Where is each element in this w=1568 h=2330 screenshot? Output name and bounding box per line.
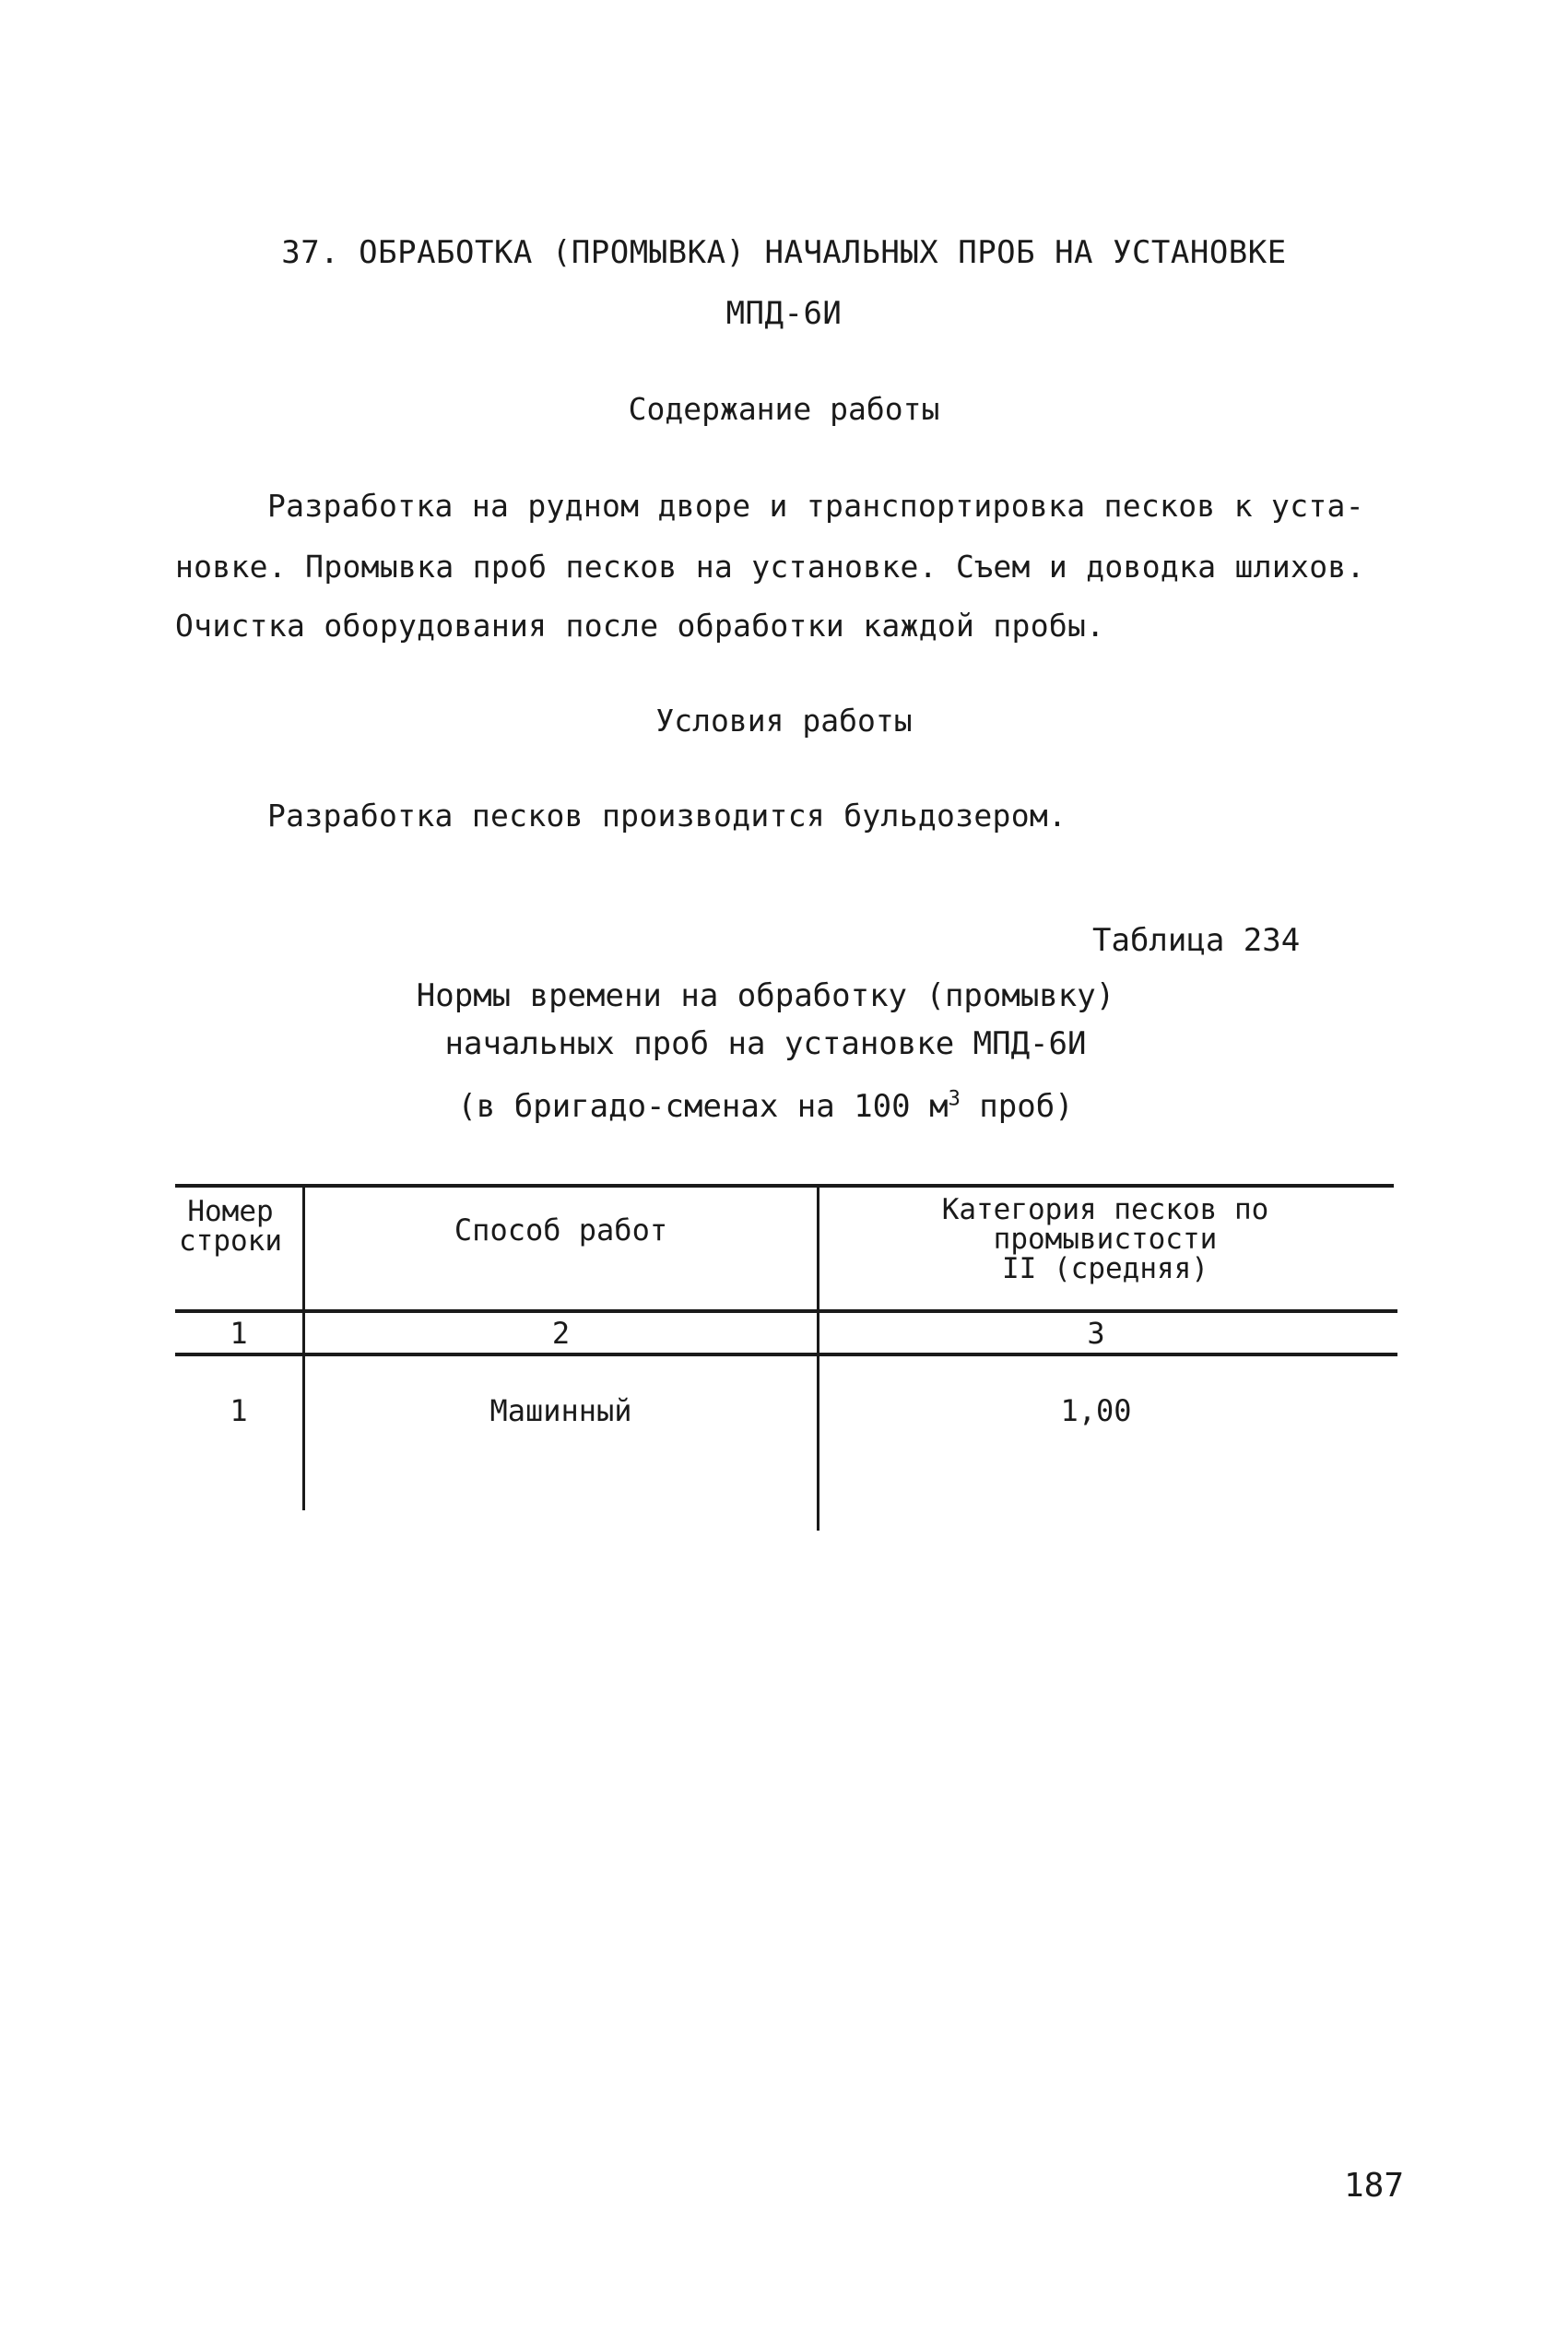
header-category-line-3: II (средняя) xyxy=(1002,1252,1208,1285)
caption-units-text: (в бригадо-сменах на 100 м xyxy=(457,1088,949,1125)
header-method: Способ работ xyxy=(454,1212,668,1248)
cubic-superscript: 3 xyxy=(948,1087,961,1111)
table-number: Таблица 234 xyxy=(1092,922,1301,959)
header-category xyxy=(819,1195,1391,1283)
section-heading-line-2 xyxy=(0,295,1568,332)
header-category-line-2: промывистости xyxy=(993,1223,1218,1256)
table-caption-line-3 xyxy=(0,1088,1550,1125)
content-paragraph-line-1: Разработка на рудном дворе и транспортировка песков к уста- xyxy=(267,488,1364,524)
header-row-number-line-1: Номер xyxy=(187,1195,274,1228)
colnum-2: 2 xyxy=(551,1316,571,1351)
section-heading xyxy=(0,234,1568,271)
header-row-number-line-2: строки xyxy=(179,1224,282,1258)
page-number: 187 xyxy=(1344,2167,1405,2205)
table-header-rule xyxy=(175,1309,1397,1313)
colnum-1: 1 xyxy=(230,1316,248,1351)
table-colnum-rule xyxy=(175,1353,1397,1356)
row-1-number: 1 xyxy=(230,1393,248,1428)
colnum-3: 3 xyxy=(1087,1316,1105,1351)
caption-units-tail: проб) xyxy=(960,1088,1074,1125)
heading-line-1: 37. ОБРАБОТКА (ПРОМЫВКА) НАЧАЛЬНЫХ ПРОБ НА УСТАНОВКЕ xyxy=(281,234,1287,271)
row-1-method: Машинный xyxy=(489,1393,632,1428)
row-1-value: 1,00 xyxy=(1060,1393,1132,1428)
content-paragraph-line-2: новке. Промывка проб песков на установке. Съем и доводка шлихов. xyxy=(175,549,1365,585)
content-subheading: Содержание работы xyxy=(628,391,940,427)
conditions-paragraph: Разработка песков производится бульдозером. xyxy=(267,798,1067,834)
content-paragraph-line-3: Очистка оборудования после обработки каждой пробы. xyxy=(175,608,1105,644)
table-caption-line-1: Нормы времени на обработку (промывку) xyxy=(416,977,1115,1014)
heading-line-2: МПД-6И xyxy=(725,295,843,332)
conditions-subheading: Условия работы xyxy=(655,703,913,739)
table-caption-line-2: начальных проб на установке МПД-6И xyxy=(444,1025,1087,1062)
header-row-number xyxy=(166,1197,295,1256)
table-top-rule xyxy=(175,1184,1394,1188)
header-category-line-1: Категория песков по xyxy=(941,1193,1269,1226)
